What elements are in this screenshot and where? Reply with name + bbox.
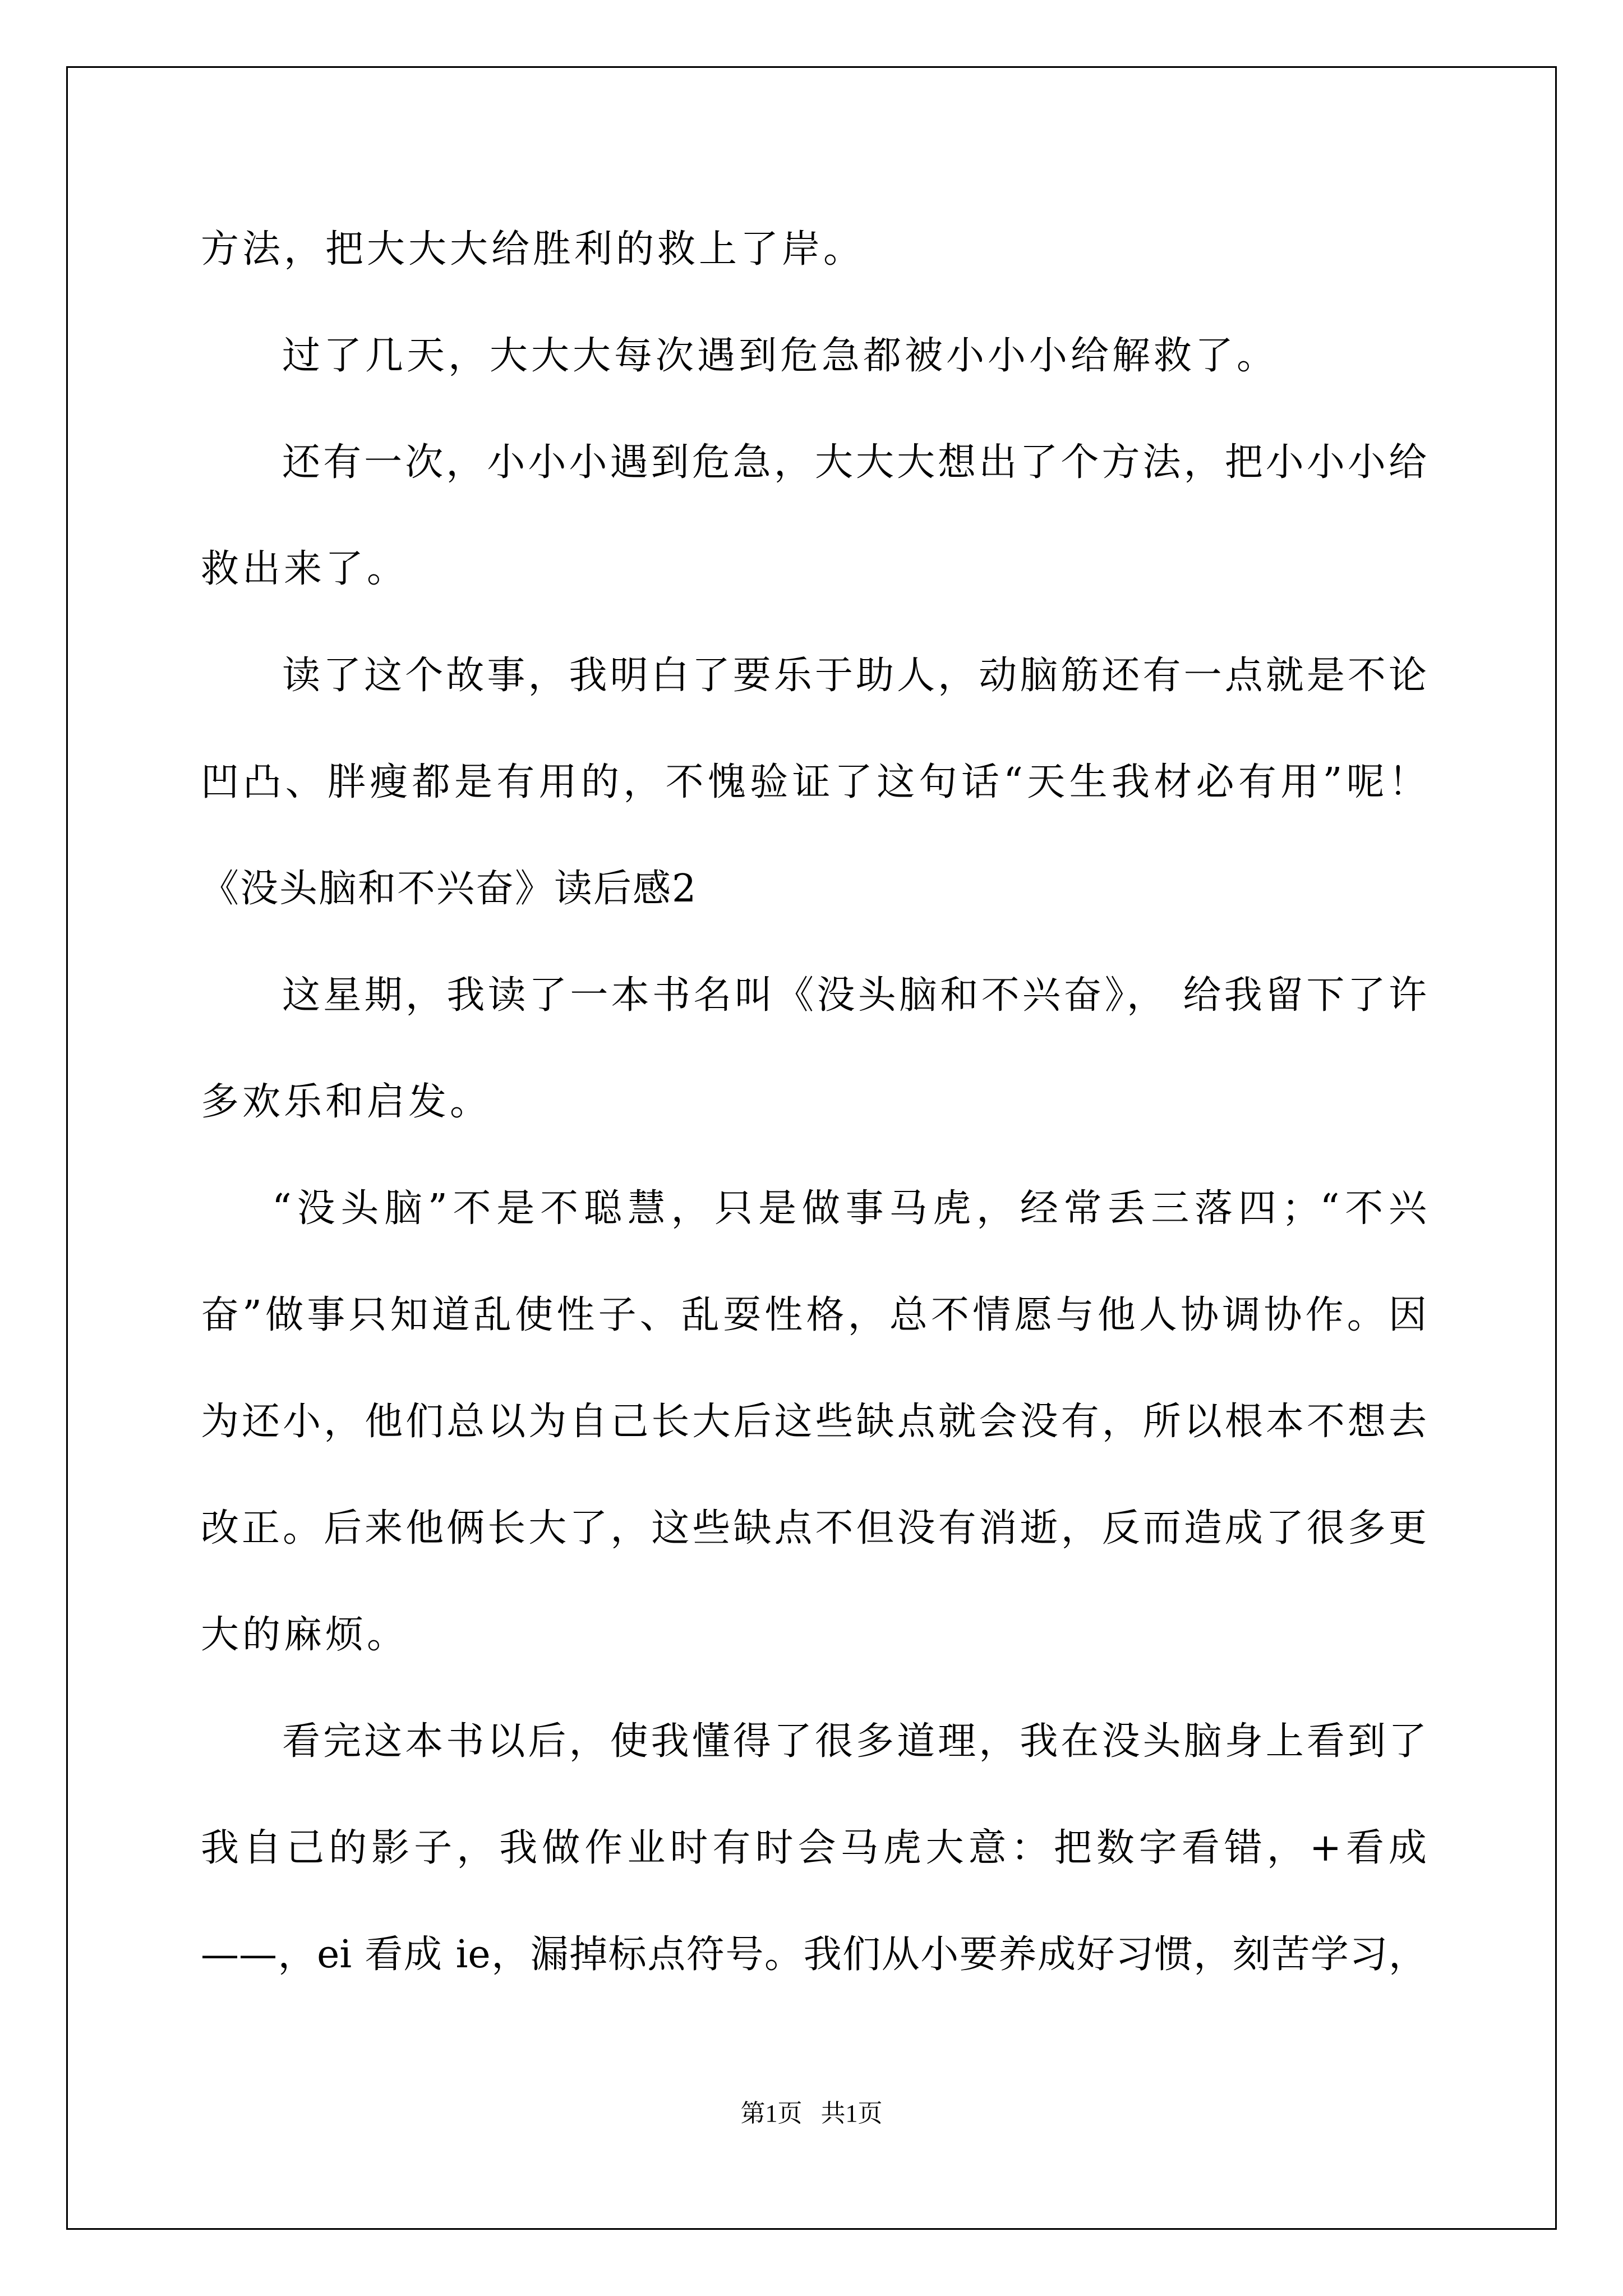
paragraph-line: 我自己的影子，我做作业时有时会马虎大意：把数字看错，+看成 bbox=[201, 1826, 1427, 1870]
page-number-footer: 第1页 共1页 bbox=[740, 2100, 883, 2127]
page-border bbox=[66, 66, 1557, 2230]
section-heading: 《没头脑和不兴奋》读后感2 bbox=[201, 867, 698, 911]
paragraph-line: 读了这个故事，我明白了要乐于助人，动脑筋还有一点就是不论 bbox=[282, 654, 1427, 698]
paragraph-line: 这星期，我读了一本书名叫《没头脑和不兴奋》， 给我留下了许 bbox=[282, 973, 1427, 1018]
paragraph-line: 大的麻烦。 bbox=[201, 1613, 409, 1657]
paragraph-line: ——，ei 看成 ie，漏掉标点符号。我们从小要养成好习惯，刻苦学习， bbox=[201, 1932, 1427, 1977]
paragraph-line: 过了几天，大大大每次遇到危急都被小小小给解救了。 bbox=[282, 334, 1279, 378]
paragraph-line: 奋”做事只知道乱使性子、乱耍性格，总不情愿与他人协调协作。因 bbox=[201, 1293, 1427, 1337]
paragraph-line: 看完这本书以后，使我懂得了很多道理，我在没头脑身上看到了 bbox=[282, 1719, 1427, 1764]
paragraph-line: 凹凸、胖瘦都是有用的，不愧验证了这句话“天生我材必有用”呢！ bbox=[201, 760, 1427, 804]
paragraph-line: 还有一次，小小小遇到危急，大大大想出了个方法，把小小小给 bbox=[282, 440, 1427, 485]
paragraph-line: 多欢乐和启发。 bbox=[201, 1080, 492, 1124]
paragraph-line: 救出来了。 bbox=[201, 547, 409, 591]
paragraph-line: 为还小，他们总以为自己长大后这些缺点就会没有，所以根本不想去 bbox=[201, 1400, 1427, 1444]
paragraph-line: 改正。后来他俩长大了，这些缺点不但没有消逝，反而造成了很多更 bbox=[201, 1506, 1427, 1550]
paragraph-line: “没头脑”不是不聪慧，只是做事马虎，经常丢三落四；“不兴 bbox=[272, 1186, 1427, 1231]
paragraph-line: 方法，把大大大给胜利的救上了岸。 bbox=[201, 227, 865, 272]
